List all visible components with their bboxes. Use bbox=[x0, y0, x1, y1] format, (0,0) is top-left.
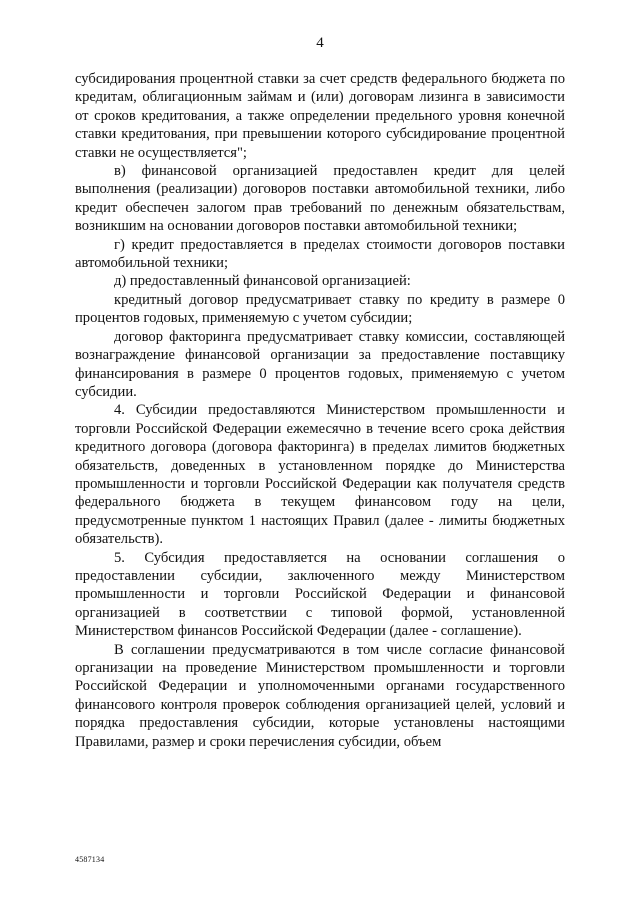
paragraph-2: в) финансовой организацией предоставлен кредит для целей выполнения (реализации) договоров поставки автомобильной техники, либо кредит обеспечен залогом прав требований по денежным обязательствам, возникшим на основании договоров поставки автомобильной техники; bbox=[75, 163, 565, 235]
document-footer-code: 4587134 bbox=[75, 855, 105, 864]
paragraph-3: г) кредит предоставляется в пределах стоимости договоров поставки автомобильной техники; bbox=[75, 236, 565, 272]
paragraph-6: договор факторинга предусматривает ставку комиссии, составляющей вознаграждение финансовой организации за предоставление поставщику финансирования в размере 0 процентов годовых, применяемую с учетом субсидии. bbox=[75, 328, 565, 400]
paragraph-7: 4. Субсидии предоставляются Министерством промышленности и торговли Российской Федерации ежемесячно в течение всего срока действия кредитного договора (договора факторинга) в пределах лимитов бюджетных обязательств, доведенных в установленном порядке до Министерства промышленности и торговли Российской Федерации как получателя средств федерального бюджета в текущем финансовом году на цели, предусмотренные пунктом 1 настоящих Правил (далее - лимиты бюджетных обязательств). bbox=[75, 402, 565, 548]
paragraph-1: субсидирования процентной ставки за счет средств федерального бюджета по кредитам, облигационным займам и (или) договорам лизинга в зависимости от сроков кредитования, а также определении предельного уровня конечной ставки кредитования, при превышении которого субсидирование процентной ставки не осуществляется"; bbox=[75, 71, 565, 161]
paragraph-8: 5. Субсидия предоставляется на основании соглашения о предоставлении субсидии, заключенного между Министерством промышленности и торговли Российской Федерации и финансовой организацией в соответствии с типовой формой, установленной Министерством финансов Российской Федерации (далее - соглашение). bbox=[75, 549, 565, 640]
document-body bbox=[75, 70, 565, 751]
paragraph-9: В соглашении предусматриваются в том числе согласие финансовой организации на проведение Министерством промышленности и торговли Российской Федерации и уполномоченными органами государственного финансового контроля проверок соблюдения организацией целей, условий и порядка предоставления субсидии, которые установлены настоящими Правилами, размер и сроки перечисления субсидии, объем bbox=[75, 641, 565, 750]
paragraph-4: д) предоставленный финансовой организацией: bbox=[114, 273, 411, 290]
page-number: 4 bbox=[316, 35, 324, 51]
paragraph-5: кредитный договор предусматривает ставку по кредиту в размере 0 процентов годовых, применяемую с учетом субсидии; bbox=[75, 291, 565, 327]
